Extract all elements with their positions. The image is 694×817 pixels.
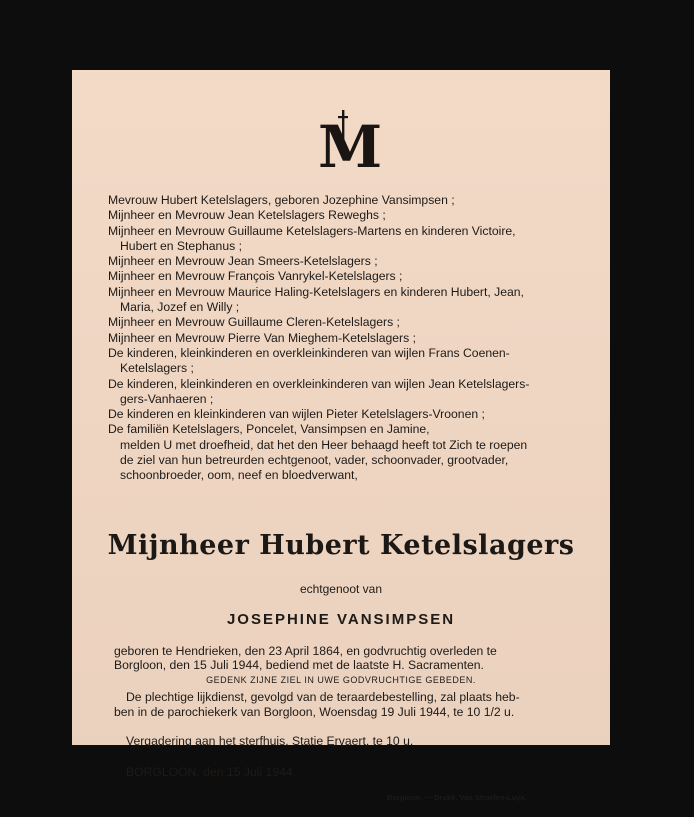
family-line: De familiën Ketelslagers, Poncelet, Vansimpsen en Jamine, xyxy=(108,422,430,437)
memorial-card xyxy=(72,70,610,802)
marian-monogram xyxy=(318,110,383,182)
family-line: Mijnheer en Mevrouw François Vanrykel-Ketelslagers ; xyxy=(108,269,403,284)
birth-line: geboren te Hendrieken, den 23 April 1864, en godvruchtig overleden te xyxy=(114,644,497,658)
family-line: Mijnheer en Mevrouw Guillaume Ketelslagers-Martens en kinderen Victoire, xyxy=(108,223,516,238)
family-line: Mijnheer en Mevrouw Maurice Haling-Ketelslagers en kinderen Hubert, Jean, xyxy=(108,284,524,299)
family-line: schoonbroeder, oom, neef en bloedverwant, xyxy=(120,468,358,483)
family-line: melden U met droefheid, dat het den Heer behaagd heeft tot Zich te roepen xyxy=(120,437,528,452)
family-line: Mijnheer en Mevrouw Guillaume Cleren-Ketelslagers ; xyxy=(108,315,400,330)
meeting-info: Vergadering aan het sterfhuis, Statie Ervaert, te 10 u. xyxy=(126,734,414,748)
family-list xyxy=(108,193,608,484)
family-line: Mijnheer en Mevrouw Jean Smeers-Ketelslagers ; xyxy=(108,254,378,269)
funeral-line: ben in de parochiekerk van Borgloon, Woensdag 19 Juli 1944, te 10 1/2 u. xyxy=(114,705,515,719)
family-line: Mevrouw Hubert Ketelslagers, geboren Jozephine Vansimpsen ; xyxy=(108,193,455,207)
family-line: Ketelslagers ; xyxy=(120,361,194,376)
spouse-label: echtgenoot van xyxy=(299,582,383,596)
family-line: Maria, Jozef en Willy ; xyxy=(120,300,240,315)
funeral-details xyxy=(114,690,594,720)
death-line: Borgloon, den 15 Juli 1944, bediend met de laatste H. Sacramenten. xyxy=(114,658,484,672)
family-line: Mijnheer en Mevrouw Pierre Van Mieghem-Ketelslagers ; xyxy=(108,330,416,345)
family-line: De kinderen, kleinkinderen en overkleinkinderen van wijlen Frans Coenen- xyxy=(108,345,510,360)
family-line: de ziel van hun betreurden echtgenoot, vader, schoonvader, grootvader, xyxy=(120,453,509,468)
family-line: De kinderen, kleinkinderen en overkleinkinderen van wijlen Jean Ketelslagers- xyxy=(108,376,530,391)
funeral-line: De plechtige lijkdienst, gevolgd van de teraardebestelling, zal plaats heb- xyxy=(126,690,520,704)
printer-imprint: Borgloon. — Drukk. Van Straelen-Luyx. xyxy=(387,793,527,802)
birth-death-details xyxy=(114,644,584,672)
family-line: gers-Vanhaeren ; xyxy=(120,391,214,406)
spouse-name: JOSEPHINE VANSIMPSEN xyxy=(226,611,456,628)
prayer-request: GEDENK ZIJNE ZIEL IN UWE GODVRUCHTIGE GEBEDEN. xyxy=(206,675,476,685)
place-and-date: BORGLOON, den 15 Juli 1944. xyxy=(126,765,297,779)
monogram-letter: M xyxy=(318,113,383,181)
family-line: Mijnheer en Mevrouw Jean Ketelslagers Reweghs ; xyxy=(108,208,386,223)
family-line: De kinderen en kleinkinderen van wijlen Pieter Ketelslagers-Vroonen ; xyxy=(108,407,485,422)
family-line: Hubert en Stephanus ; xyxy=(120,238,242,253)
deceased-name: Mijnheer Hubert Ketelslagers xyxy=(107,530,575,561)
